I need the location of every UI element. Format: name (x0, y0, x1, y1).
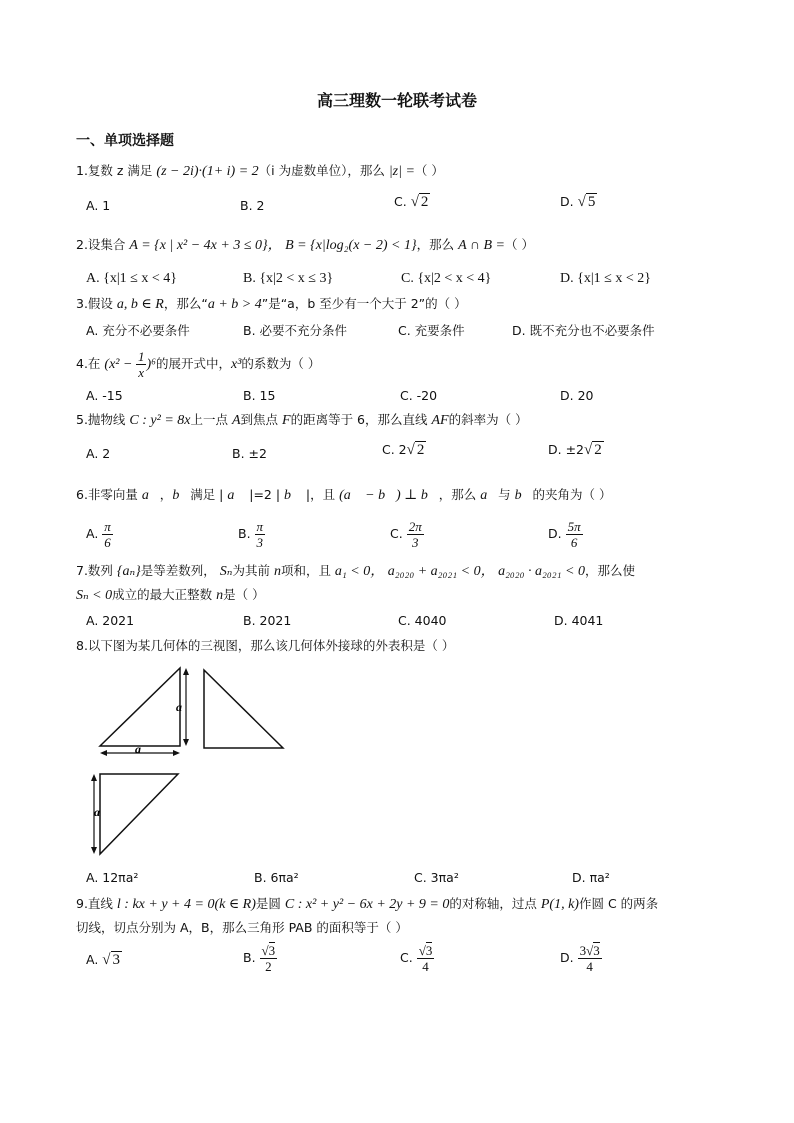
q7-option-c[interactable]: C. 4040 (398, 613, 447, 628)
q5-option-c[interactable]: C. 2√ 2 (382, 442, 425, 458)
question-5: 5.抛物线 C : y² = 8x上一点 A到焦点 F的距离等于 6，那么直线 AF的斜率为（ ） (76, 412, 528, 428)
top-view-triangle (100, 774, 178, 854)
question-6: 6.非零向量 a⃗，b⃗满足 | a⃗ |=2 | b⃗ |，且 (a⃗ − b⃗) ⊥ b⃗，那么 a⃗与 b⃗的夹角为（ ） (76, 487, 612, 503)
q5-option-d[interactable]: D. ±2√ 2 (548, 442, 602, 458)
question-3: 3.假设 a, b ∈ R，那么“a + b > 4”是“a，b 至少有一个大于 2”的（ ） (76, 296, 467, 312)
q2-option-a[interactable]: A. {x|1 ≤ x < 4} (86, 271, 177, 286)
q8-option-b[interactable]: B. 6πa² (254, 870, 299, 885)
q9-option-c[interactable]: C. $\frac{√3}{4}$ (400, 943, 433, 974)
section-heading: 一、单项选择题 (76, 133, 174, 149)
q8-option-a[interactable]: A. 12πa² (86, 870, 139, 885)
q8-option-d[interactable]: D. πa² (572, 870, 610, 885)
q1-option-a[interactable]: A. 1 (86, 198, 111, 213)
q2-option-c[interactable]: C. {x|2 < x < 4} (401, 271, 492, 286)
question-7-line-2: Sₙ < 0成立的最大正整数 n是（ ） (76, 587, 265, 603)
q4-option-a[interactable]: A. -15 (86, 388, 123, 403)
three-view-figure (88, 664, 298, 860)
q8-option-c[interactable]: C. 3πa² (414, 870, 459, 885)
q3-option-d[interactable]: D. 既不充分也不必要条件 (512, 323, 655, 338)
q1-option-c[interactable]: C. √ 2 (394, 194, 429, 210)
q5-option-b[interactable]: B. ±2 (232, 446, 267, 461)
q6-option-c[interactable]: C. $\frac{2\pi}{3}$ (390, 519, 422, 550)
question-9-line-2: 切线，切点分别为 A，B，那么三角形 PAB 的面积等于（ ） (76, 920, 408, 935)
question-7-line-1: 7.数列 {aₙ}是等差数列， Sₙ为其前 n项和，且 a₁ < 0， a₂₀₂₀ + a₂₀₂₁ < 0， a₂₀₂₀ · a₂₀₂₁ < 0，那么使 (76, 563, 635, 579)
q2-option-d[interactable]: D. {x|1 ≤ x < 2} (560, 271, 651, 286)
q4-option-b[interactable]: B. 15 (243, 388, 276, 403)
q4-option-c[interactable]: C. -20 (400, 388, 438, 403)
q9-option-d[interactable]: D. $\frac{3√3}{4}$ (560, 943, 600, 974)
q6-option-a[interactable]: A. $\frac{\pi}{6}$ (86, 519, 111, 550)
q6-option-d[interactable]: D. $\frac{5\pi}{6}$ (548, 519, 581, 550)
q4-option-d[interactable]: D. 20 (560, 388, 594, 403)
dim-label-depth: a (94, 805, 100, 819)
q9-option-b[interactable]: B. $\frac{√3}{2}$ (243, 943, 276, 974)
q1-option-d[interactable]: D. √ 5 (560, 194, 596, 210)
q2-option-b[interactable]: B. {x|2 < x ≤ 3} (243, 271, 334, 286)
question-2: 2.设集合 A = {x | x² − 4x + 3 ≤ 0}， B = {x|log₂(x − 2) < 1}，那么 A ∩ B =（ ） (76, 237, 534, 253)
q3-option-c[interactable]: C. 充要条件 (398, 323, 465, 338)
q7-option-b[interactable]: B. 2021 (243, 613, 292, 628)
question-9-line-1: 9.直线 l : kx + y + 4 = 0(k ∈ R)是圆 C : x² + y² − 6x + 2y + 9 = 0的对称轴，过点 P(1, k)作圆 C 的两条 (76, 896, 659, 912)
page-title: 高三理数一轮联考试卷 (316, 91, 477, 110)
dim-label-height: a (176, 700, 182, 714)
q3-option-a[interactable]: A. 充分不必要条件 (86, 323, 190, 338)
question-1: 1.复数 z 满足 (z − 2i)·(1+ i) = 2（i 为虚数单位），那么 |z| =（ ） (76, 163, 444, 179)
question-4: 4.在 (x² − $\frac{1}{x}$ )⁶的展开式中，x³的系数为（ ） (76, 349, 321, 380)
question-8: 8.以下图为某几何体的三视图，那么该几何体外接球的外表积是（ ） (76, 638, 455, 653)
q6-option-b[interactable]: B. $\frac{\pi}{3}$ (238, 519, 264, 550)
q7-option-a[interactable]: A. 2021 (86, 613, 135, 628)
dim-label-width: a (135, 742, 141, 756)
front-view-triangle (100, 668, 180, 746)
q9-option-a[interactable]: A. √ 3 (86, 952, 121, 968)
q7-option-d[interactable]: D. 4041 (554, 613, 604, 628)
side-view-triangle (204, 670, 283, 748)
q3-option-b[interactable]: B. 必要不充分条件 (243, 323, 348, 338)
q5-option-a[interactable]: A. 2 (86, 446, 111, 461)
q1-option-b[interactable]: B. 2 (240, 198, 265, 213)
